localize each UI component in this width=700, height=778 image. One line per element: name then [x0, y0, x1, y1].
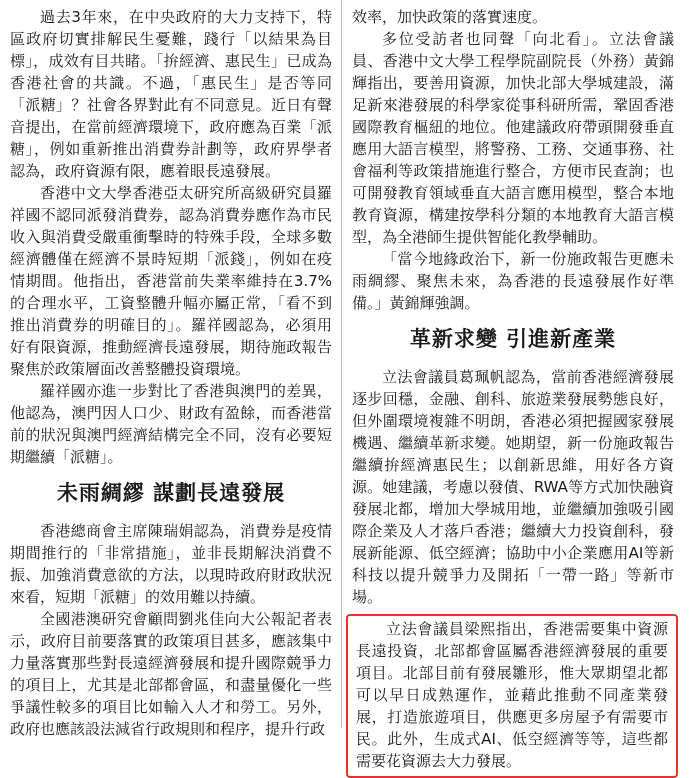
highlighted-paragraph: 立法會議員梁熙指出，香港需要集中資源長遠投資，北部都會區屬香港經濟發展的重要項目。北部目前有發展雛形，惟大眾期望北都可以早日成熟運作，並藉此推動不同產業發展，打造旅遊項目，供應更多房屋予有需要市民。此外，生成式AI、低空經濟等等，這些都需要花資源去大力發展。: [356, 620, 668, 770]
column-divider: [341, 0, 342, 728]
article-paragraph: 「當今地緣政治下，新一份施政報告更應未雨綢繆、聚焦未來，為香港的長遠發展作好準備。」黃錦輝強調。: [352, 250, 674, 312]
article-paragraph-continuation: 效率，加快政策的落實速度。: [352, 8, 548, 26]
article-paragraph: 香港總商會主席陳瑞娟認為，消費券是疫情期間推行的「非常措施」，並非長期解決消費不振、加強消費意欲的方法，以現時政府財政狀況來看，短期「派糖」的效用難以持續。: [10, 522, 332, 606]
left-column: [10, 6, 332, 740]
article-paragraph: 羅祥國亦進一步對比了香港與澳門的差異，他認為，澳門因人口少、財政有盈餘，而香港當前的狀況與澳門經濟結構完全不同，沒有必要短期繼續「派糖」。: [10, 382, 332, 466]
section-heading: 未雨綢繆 謀劃長遠發展: [56, 481, 286, 505]
article-paragraph: 香港中文大學香港亞太研究所高級研究員羅祥國不認同派發消費券，認為消費券應作為市民收入與消費受嚴重衝擊時的特殊手段，全球多數經濟體僅在經濟不景時短期「派錢」，例如在疫情期間。他指出，香港當前失業率維持在3.7%的合理水平，工資整體升幅亦屬正常，「看不到推出消費券的明確目的」。羅祥國認為，必須用好有限資源，推動經濟長遠發展，期待施政報告聚焦於政策層面改善整體投資環境。: [10, 184, 332, 378]
highlight-box: [346, 614, 678, 778]
article-paragraph: 多位受訪者也同聲「向北看」。立法會議員、香港中文大學工程學院副院長（外務）黃錦輝指出，要善用資源，加快北部大學城建設，滿足新來港發展的科學家從事科研所需，鞏固香港國際教育樞紐的地位。他建議政府帶頭開發垂直應用大語言模型，將警務、工務、交通事務、社會福利等政策措施進行整合，方便市民查詢；也可開發教育領域垂直大語言應用模型，整合本地教育資源，構建按學科分類的本地教育大語言模型，為全港師生提供智能化教學輔助。: [352, 30, 674, 246]
section-heading: 革新求變 引進新產業: [409, 327, 617, 351]
article-paragraph: 過去3年來，在中央政府的大力支持下，特區政府切實排解民生憂難，踐行「以結果為目標」，成效有目共睹。「拚經濟、惠民生」已成為香港社會的共識。不過，「惠民生」是否等同「派糖」？社會各界對此有不同意見。近日有聲音提出，在當前經濟環境下，政府應為百業「派糖」，例如重新推出消費券計劃等，政府界學者認為，政府資源有限，應着眼長遠發展。: [10, 8, 332, 180]
right-column: [352, 6, 674, 778]
article-paragraph: 立法會議員葛珮帆認為，當前香港經濟發展逐步回穩，金融、創科、旅遊業發展勢態良好，但外圍環境複雜不明朗，香港必須把握國家發展機遇、繼續革新求變。她期望，新一份施政報告繼續拚經濟惠民生；以創新思維，用好各方資源。她建議，考慮以發債、RWA等方式加快融資發展北都，增加大學城用地，並繼續加強吸引國際企業及人才落戶香港；繼續大力投資創科，發展新能源、低空經濟；協助中小企業應用AI等新科技以提升競爭力及開拓「一帶一路」等新市場。: [352, 368, 674, 606]
article-paragraph: 全國港澳研究會顧問劉兆佳向大公報記者表示，政府目前要落實的政策項目甚多，應該集中力量落實那些對長遠經濟發展和提升國際競爭力的項目上，尤其是北部都會區，和盡量優化一些爭議性較多的項目比如輸入人才和勞工。另外，政府也應該設法減省行政規則和程序，提升行政: [10, 610, 332, 738]
